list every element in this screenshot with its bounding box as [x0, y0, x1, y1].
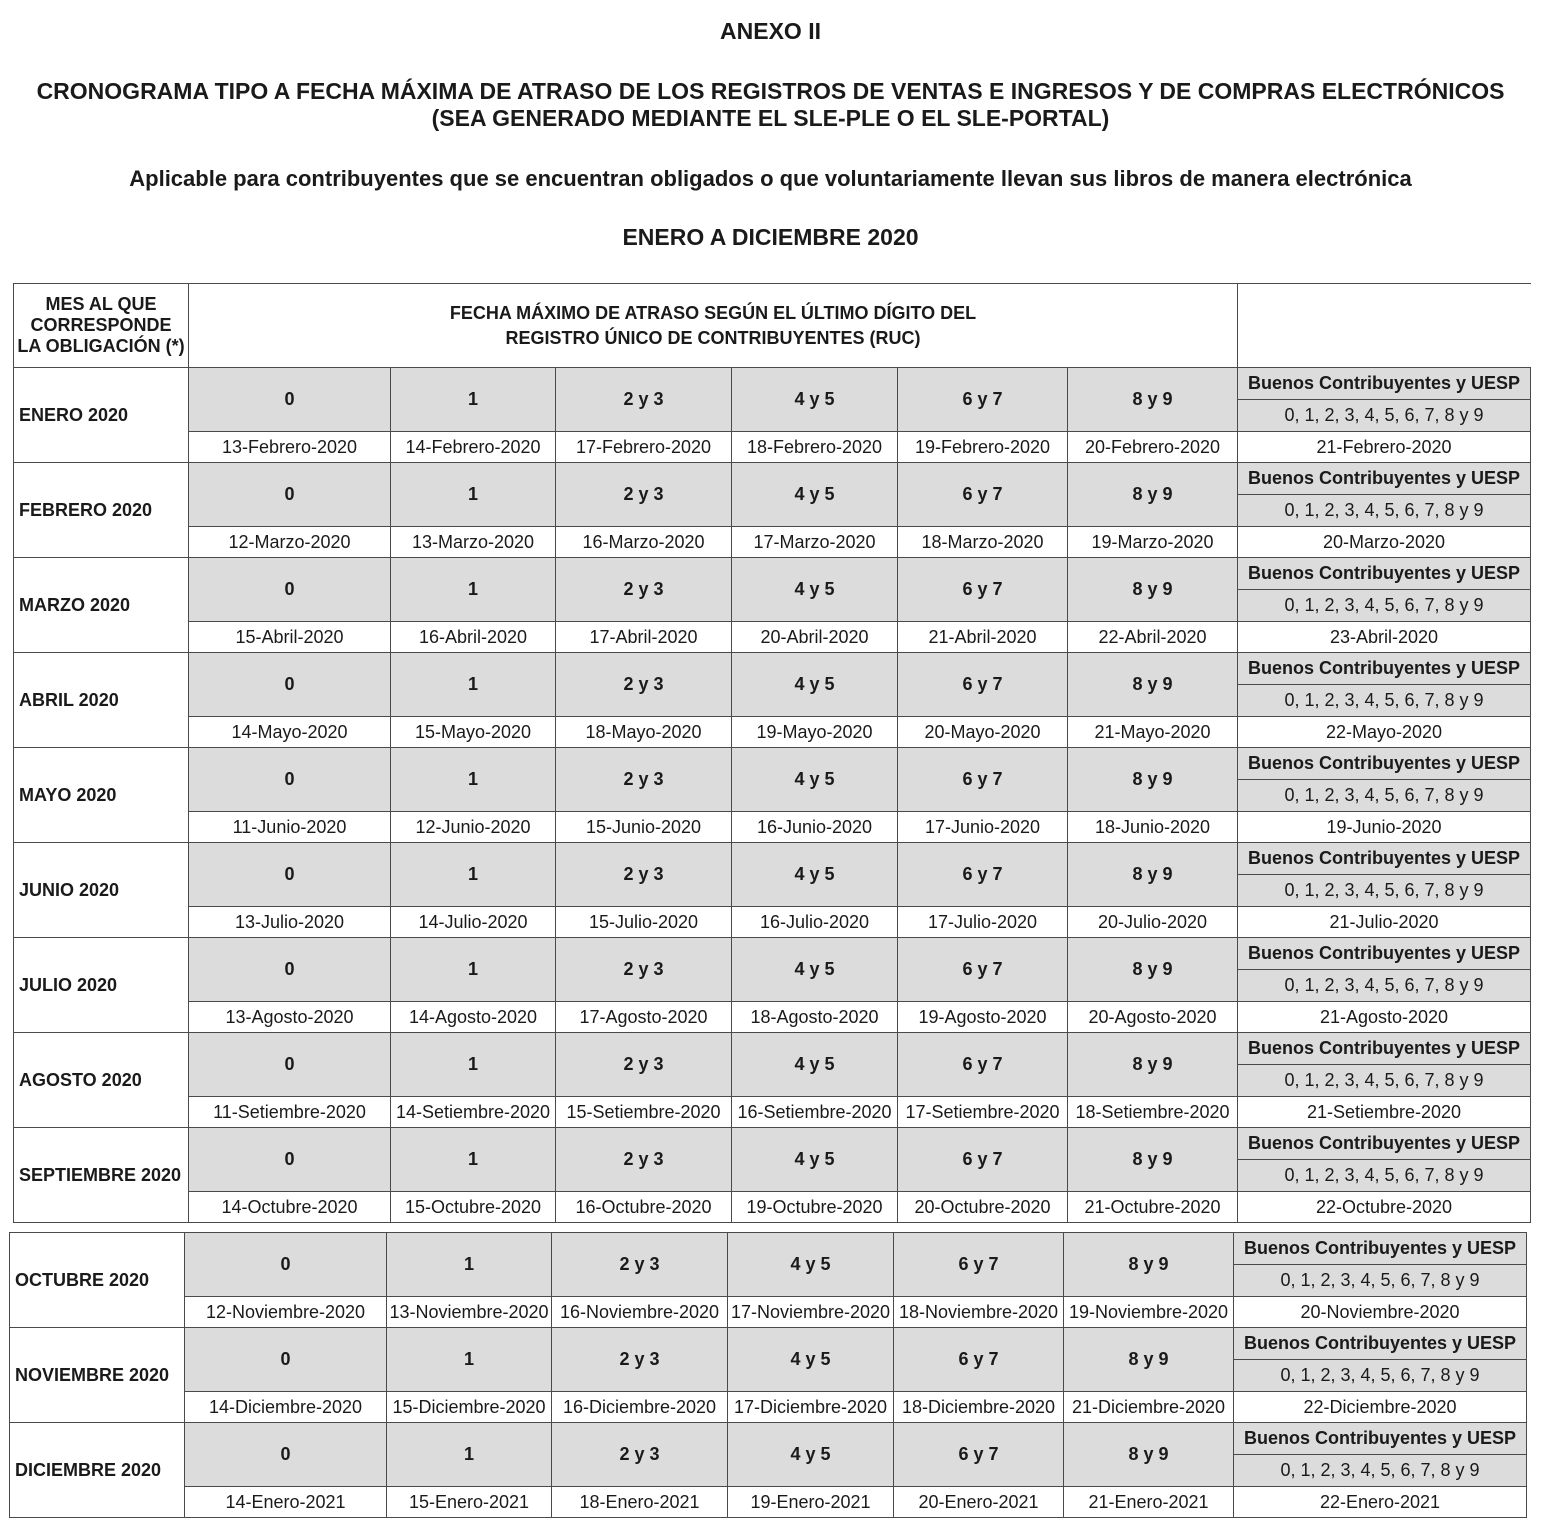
- deadline-date-cell: 21-Febrero-2020: [1238, 432, 1531, 463]
- buenos-contribuyentes-digits: 0, 1, 2, 3, 4, 5, 6, 7, 8 y 9: [1234, 1360, 1527, 1392]
- ruc-digit-cell: 0: [185, 1328, 387, 1392]
- month-cell: JULIO 2020: [14, 938, 189, 1033]
- month-cell: ENERO 2020: [14, 368, 189, 463]
- ruc-digit-cell: 6 y 7: [898, 1033, 1068, 1097]
- month-cell: MARZO 2020: [14, 558, 189, 653]
- ruc-digit-cell: 0: [189, 938, 391, 1002]
- deadline-date-cell: 15-Diciembre-2020: [387, 1392, 552, 1423]
- ruc-digit-cell: 8 y 9: [1068, 368, 1238, 432]
- ruc-digit-cell: 6 y 7: [898, 938, 1068, 1002]
- buenos-contribuyentes-digits: 0, 1, 2, 3, 4, 5, 6, 7, 8 y 9: [1234, 1455, 1527, 1487]
- deadline-date-cell: 16-Noviembre-2020: [552, 1297, 728, 1328]
- ruc-digit-cell: 6 y 7: [894, 1233, 1064, 1297]
- ruc-digit-cell: 4 y 5: [728, 1328, 894, 1392]
- deadline-date-cell: 20-Octubre-2020: [898, 1192, 1068, 1223]
- ruc-digit-cell: 2 y 3: [552, 1233, 728, 1297]
- deadline-date-cell: 14-Setiembre-2020: [391, 1097, 556, 1128]
- ruc-digit-cell: 4 y 5: [732, 368, 898, 432]
- table-row: [10, 1392, 1527, 1423]
- ruc-digit-cell: 6 y 7: [898, 748, 1068, 812]
- month-cell: DICIEMBRE 2020: [10, 1423, 185, 1518]
- deadline-date-cell: 21-Enero-2021: [1064, 1487, 1234, 1518]
- buenos-contribuyentes-digits: 0, 1, 2, 3, 4, 5, 6, 7, 8 y 9: [1238, 1160, 1531, 1192]
- deadline-date-cell: 19-Agosto-2020: [898, 1002, 1068, 1033]
- deadline-date-cell: 20-Enero-2021: [894, 1487, 1064, 1518]
- month-cell: OCTUBRE 2020: [10, 1233, 185, 1328]
- header-deadline-line: FECHA MÁXIMO DE ATRASO SEGÚN EL ÚLTIMO DÍGITO DEL: [449, 302, 977, 323]
- ruc-digit-cell: 0: [189, 558, 391, 622]
- month-cell: MAYO 2020: [14, 748, 189, 843]
- deadline-date-cell: 21-Mayo-2020: [1068, 717, 1238, 748]
- deadline-date-cell: 14-Agosto-2020: [391, 1002, 556, 1033]
- deadline-date-cell: 14-Octubre-2020: [189, 1192, 391, 1223]
- table-row: [14, 368, 1531, 400]
- ruc-digit-cell: 6 y 7: [894, 1328, 1064, 1392]
- deadline-date-cell: 16-Setiembre-2020: [732, 1097, 898, 1128]
- month-cell: FEBRERO 2020: [14, 463, 189, 558]
- ruc-digit-cell: 0: [185, 1233, 387, 1297]
- buenos-contribuyentes-label: Buenos Contribuyentes y UESP: [1238, 558, 1531, 590]
- deadline-date-cell: 21-Octubre-2020: [1068, 1192, 1238, 1223]
- deadline-date-cell: 15-Setiembre-2020: [556, 1097, 732, 1128]
- document-title-line-2: (SEA GENERADO MEDIANTE EL SLE-PLE O EL SLE-PORTAL): [431, 105, 1110, 131]
- deadline-date-cell: 21-Julio-2020: [1238, 907, 1531, 938]
- deadline-date-cell: 18-Agosto-2020: [732, 1002, 898, 1033]
- table-header-row: [14, 284, 1531, 368]
- deadline-date-cell: 15-Julio-2020: [556, 907, 732, 938]
- ruc-digit-cell: 2 y 3: [556, 1033, 732, 1097]
- table-row: [14, 907, 1531, 938]
- ruc-digit-cell: 8 y 9: [1064, 1423, 1234, 1487]
- ruc-digit-cell: 0: [189, 368, 391, 432]
- deadline-date-cell: 17-Abril-2020: [556, 622, 732, 653]
- deadline-date-cell: 13-Marzo-2020: [391, 527, 556, 558]
- deadline-date-cell: 16-Diciembre-2020: [552, 1392, 728, 1423]
- ruc-digit-cell: 2 y 3: [556, 938, 732, 1002]
- table-row: [10, 1297, 1527, 1328]
- buenos-contribuyentes-label: Buenos Contribuyentes y UESP: [1238, 843, 1531, 875]
- month-cell: JUNIO 2020: [14, 843, 189, 938]
- table-row: [14, 527, 1531, 558]
- ruc-digit-cell: 6 y 7: [898, 558, 1068, 622]
- deadline-date-cell: 20-Mayo-2020: [898, 717, 1068, 748]
- deadline-date-cell: 16-Marzo-2020: [556, 527, 732, 558]
- table-row: [10, 1423, 1527, 1455]
- ruc-digit-cell: 8 y 9: [1064, 1233, 1234, 1297]
- deadline-date-cell: 18-Mayo-2020: [556, 717, 732, 748]
- deadline-date-cell: 18-Diciembre-2020: [894, 1392, 1064, 1423]
- deadline-date-cell: 17-Setiembre-2020: [898, 1097, 1068, 1128]
- ruc-digit-cell: 1: [387, 1423, 552, 1487]
- header-month-column: [14, 284, 189, 368]
- ruc-digit-cell: 0: [189, 1033, 391, 1097]
- deadline-date-cell: 19-Noviembre-2020: [1064, 1297, 1234, 1328]
- deadline-date-cell: 18-Setiembre-2020: [1068, 1097, 1238, 1128]
- header-month-line: MES AL QUE: [45, 294, 157, 314]
- ruc-digit-cell: 1: [391, 1128, 556, 1192]
- ruc-digit-cell: 4 y 5: [732, 938, 898, 1002]
- deadline-date-cell: 22-Diciembre-2020: [1234, 1392, 1527, 1423]
- ruc-digit-cell: 1: [391, 558, 556, 622]
- deadline-date-cell: 22-Octubre-2020: [1238, 1192, 1531, 1223]
- deadline-date-cell: 15-Mayo-2020: [391, 717, 556, 748]
- ruc-digit-cell: 4 y 5: [728, 1423, 894, 1487]
- deadline-date-cell: 19-Marzo-2020: [1068, 527, 1238, 558]
- deadline-date-cell: 19-Enero-2021: [728, 1487, 894, 1518]
- buenos-contribuyentes-label: Buenos Contribuyentes y UESP: [1238, 1128, 1531, 1160]
- table-row: [14, 1002, 1531, 1033]
- ruc-digit-cell: 4 y 5: [728, 1233, 894, 1297]
- deadline-date-cell: 22-Enero-2021: [1234, 1487, 1527, 1518]
- buenos-contribuyentes-label: Buenos Contribuyentes y UESP: [1238, 368, 1531, 400]
- ruc-digit-cell: 4 y 5: [732, 748, 898, 812]
- ruc-digit-cell: 6 y 7: [898, 463, 1068, 527]
- ruc-digit-cell: 1: [391, 843, 556, 907]
- ruc-digit-cell: 6 y 7: [894, 1423, 1064, 1487]
- deadline-date-cell: 16-Abril-2020: [391, 622, 556, 653]
- ruc-digit-cell: 4 y 5: [732, 558, 898, 622]
- ruc-digit-cell: 0: [189, 1128, 391, 1192]
- deadline-date-cell: 21-Agosto-2020: [1238, 1002, 1531, 1033]
- header-deadline-line: REGISTRO ÚNICO DE CONTRIBUYENTES (RUC): [505, 327, 921, 348]
- ruc-digit-cell: 4 y 5: [732, 843, 898, 907]
- deadline-date-cell: 14-Mayo-2020: [189, 717, 391, 748]
- table-row: [14, 1192, 1531, 1223]
- table-row: [10, 1328, 1527, 1360]
- deadline-date-cell: 20-Abril-2020: [732, 622, 898, 653]
- deadline-date-cell: 15-Abril-2020: [189, 622, 391, 653]
- table-row: [14, 748, 1531, 780]
- deadline-date-cell: 15-Enero-2021: [387, 1487, 552, 1518]
- month-cell: NOVIEMBRE 2020: [10, 1328, 185, 1423]
- ruc-digit-cell: 8 y 9: [1068, 653, 1238, 717]
- deadline-date-cell: 21-Diciembre-2020: [1064, 1392, 1234, 1423]
- ruc-digit-cell: 0: [189, 653, 391, 717]
- deadline-date-cell: 17-Julio-2020: [898, 907, 1068, 938]
- ruc-digit-cell: 4 y 5: [732, 653, 898, 717]
- buenos-contribuyentes-digits: 0, 1, 2, 3, 4, 5, 6, 7, 8 y 9: [1238, 970, 1531, 1002]
- ruc-digit-cell: 2 y 3: [556, 368, 732, 432]
- ruc-digit-cell: 8 y 9: [1068, 748, 1238, 812]
- deadline-date-cell: 13-Agosto-2020: [189, 1002, 391, 1033]
- ruc-digit-cell: 2 y 3: [556, 1128, 732, 1192]
- ruc-digit-cell: 2 y 3: [556, 463, 732, 527]
- ruc-digit-cell: 8 y 9: [1068, 1128, 1238, 1192]
- deadline-date-cell: 18-Enero-2021: [552, 1487, 728, 1518]
- deadline-date-cell: 19-Junio-2020: [1238, 812, 1531, 843]
- ruc-digit-cell: 2 y 3: [552, 1423, 728, 1487]
- ruc-digit-cell: 0: [185, 1423, 387, 1487]
- deadline-date-cell: 19-Mayo-2020: [732, 717, 898, 748]
- ruc-digit-cell: 4 y 5: [732, 463, 898, 527]
- deadline-date-cell: 21-Setiembre-2020: [1238, 1097, 1531, 1128]
- ruc-digit-cell: 1: [387, 1233, 552, 1297]
- ruc-digit-cell: 6 y 7: [898, 653, 1068, 717]
- buenos-contribuyentes-label: Buenos Contribuyentes y UESP: [1238, 938, 1531, 970]
- ruc-digit-cell: 2 y 3: [556, 653, 732, 717]
- deadline-date-cell: 16-Junio-2020: [732, 812, 898, 843]
- ruc-digit-cell: 8 y 9: [1068, 1033, 1238, 1097]
- deadline-date-cell: 17-Agosto-2020: [556, 1002, 732, 1033]
- deadline-date-cell: 18-Marzo-2020: [898, 527, 1068, 558]
- buenos-contribuyentes-digits: 0, 1, 2, 3, 4, 5, 6, 7, 8 y 9: [1238, 590, 1531, 622]
- deadline-date-cell: 19-Octubre-2020: [732, 1192, 898, 1223]
- deadline-date-cell: 22-Mayo-2020: [1238, 717, 1531, 748]
- ruc-digit-cell: 2 y 3: [556, 558, 732, 622]
- deadline-date-cell: 15-Junio-2020: [556, 812, 732, 843]
- ruc-digit-cell: 6 y 7: [898, 368, 1068, 432]
- table-row: [14, 653, 1531, 685]
- deadline-date-cell: 17-Marzo-2020: [732, 527, 898, 558]
- ruc-digit-cell: 6 y 7: [898, 843, 1068, 907]
- deadline-date-cell: 14-Enero-2021: [185, 1487, 387, 1518]
- ruc-digit-cell: 1: [391, 748, 556, 812]
- table-row: [14, 432, 1531, 463]
- table-row: [14, 938, 1531, 970]
- buenos-contribuyentes-label: Buenos Contribuyentes y UESP: [1234, 1233, 1527, 1265]
- table-row: [14, 843, 1531, 875]
- buenos-contribuyentes-digits: 0, 1, 2, 3, 4, 5, 6, 7, 8 y 9: [1238, 1065, 1531, 1097]
- deadline-date-cell: 13-Julio-2020: [189, 907, 391, 938]
- header-deadline-column: [189, 284, 1238, 368]
- deadline-date-cell: 15-Octubre-2020: [391, 1192, 556, 1223]
- buenos-contribuyentes-digits: 0, 1, 2, 3, 4, 5, 6, 7, 8 y 9: [1238, 780, 1531, 812]
- deadline-date-cell: 20-Noviembre-2020: [1234, 1297, 1527, 1328]
- document-title: [0, 78, 1541, 132]
- ruc-digit-cell: 8 y 9: [1068, 558, 1238, 622]
- ruc-digit-cell: 1: [391, 653, 556, 717]
- table-row: [14, 1128, 1531, 1160]
- table-row: [14, 812, 1531, 843]
- deadline-date-cell: 14-Febrero-2020: [391, 432, 556, 463]
- ruc-digit-cell: 8 y 9: [1064, 1328, 1234, 1392]
- deadline-date-cell: 17-Febrero-2020: [556, 432, 732, 463]
- header-empty-cell: [1238, 284, 1531, 368]
- month-cell: SEPTIEMBRE 2020: [14, 1128, 189, 1223]
- ruc-digit-cell: 1: [391, 368, 556, 432]
- buenos-contribuyentes-label: Buenos Contribuyentes y UESP: [1234, 1328, 1527, 1360]
- deadline-date-cell: 16-Julio-2020: [732, 907, 898, 938]
- deadline-date-cell: 14-Julio-2020: [391, 907, 556, 938]
- deadline-date-cell: 12-Marzo-2020: [189, 527, 391, 558]
- ruc-digit-cell: 4 y 5: [732, 1128, 898, 1192]
- month-cell: ABRIL 2020: [14, 653, 189, 748]
- ruc-digit-cell: 4 y 5: [732, 1033, 898, 1097]
- deadline-date-cell: 11-Setiembre-2020: [189, 1097, 391, 1128]
- ruc-digit-cell: 1: [391, 938, 556, 1002]
- ruc-digit-cell: 1: [387, 1328, 552, 1392]
- deadline-date-cell: 17-Junio-2020: [898, 812, 1068, 843]
- deadline-date-cell: 20-Febrero-2020: [1068, 432, 1238, 463]
- deadline-date-cell: 21-Abril-2020: [898, 622, 1068, 653]
- ruc-digit-cell: 2 y 3: [552, 1328, 728, 1392]
- ruc-digit-cell: 6 y 7: [898, 1128, 1068, 1192]
- deadline-date-cell: 20-Marzo-2020: [1238, 527, 1531, 558]
- ruc-digit-cell: 0: [189, 748, 391, 812]
- buenos-contribuyentes-digits: 0, 1, 2, 3, 4, 5, 6, 7, 8 y 9: [1238, 685, 1531, 717]
- buenos-contribuyentes-label: Buenos Contribuyentes y UESP: [1238, 1033, 1531, 1065]
- document-title-line-1: CRONOGRAMA TIPO A FECHA MÁXIMA DE ATRASO DE LOS REGISTROS DE VENTAS E INGRESOS Y DE COMPRAS ELECTRÓNICOS: [36, 78, 1505, 104]
- deadline-date-cell: 20-Agosto-2020: [1068, 1002, 1238, 1033]
- buenos-contribuyentes-label: Buenos Contribuyentes y UESP: [1238, 653, 1531, 685]
- ruc-digit-cell: 2 y 3: [556, 748, 732, 812]
- period-title: ENERO A DICIEMBRE 2020: [622, 224, 919, 250]
- ruc-digit-cell: 0: [189, 463, 391, 527]
- ruc-digit-cell: 8 y 9: [1068, 463, 1238, 527]
- table-row: [14, 558, 1531, 590]
- deadline-date-cell: 22-Abril-2020: [1068, 622, 1238, 653]
- ruc-digit-cell: 1: [391, 463, 556, 527]
- deadline-date-cell: 16-Octubre-2020: [556, 1192, 732, 1223]
- deadline-date-cell: 18-Junio-2020: [1068, 812, 1238, 843]
- schedule-table-part-1: [13, 283, 1531, 1223]
- table-row: [14, 463, 1531, 495]
- buenos-contribuyentes-digits: 0, 1, 2, 3, 4, 5, 6, 7, 8 y 9: [1238, 400, 1531, 432]
- table-row: [10, 1233, 1527, 1265]
- buenos-contribuyentes-label: Buenos Contribuyentes y UESP: [1238, 463, 1531, 495]
- deadline-date-cell: 20-Julio-2020: [1068, 907, 1238, 938]
- deadline-date-cell: 14-Diciembre-2020: [185, 1392, 387, 1423]
- ruc-digit-cell: 8 y 9: [1068, 843, 1238, 907]
- table-row: [14, 622, 1531, 653]
- deadline-date-cell: 13-Febrero-2020: [189, 432, 391, 463]
- buenos-contribuyentes-digits: 0, 1, 2, 3, 4, 5, 6, 7, 8 y 9: [1238, 875, 1531, 907]
- ruc-digit-cell: 1: [391, 1033, 556, 1097]
- buenos-contribuyentes-label: Buenos Contribuyentes y UESP: [1234, 1423, 1527, 1455]
- annex-label: ANEXO II: [720, 18, 821, 44]
- ruc-digit-cell: 8 y 9: [1068, 938, 1238, 1002]
- header-month-line: CORRESPONDE: [30, 315, 172, 335]
- table-row: [14, 1033, 1531, 1065]
- deadline-date-cell: 17-Diciembre-2020: [728, 1392, 894, 1423]
- buenos-contribuyentes-label: Buenos Contribuyentes y UESP: [1238, 748, 1531, 780]
- deadline-date-cell: 13-Noviembre-2020: [387, 1297, 552, 1328]
- deadline-date-cell: 17-Noviembre-2020: [728, 1297, 894, 1328]
- table-row: [10, 1487, 1527, 1518]
- ruc-digit-cell: 0: [189, 843, 391, 907]
- deadline-date-cell: 18-Noviembre-2020: [894, 1297, 1064, 1328]
- buenos-contribuyentes-digits: 0, 1, 2, 3, 4, 5, 6, 7, 8 y 9: [1234, 1265, 1527, 1297]
- deadline-date-cell: 12-Junio-2020: [391, 812, 556, 843]
- header-month-line: LA OBLIGACIÓN (*): [17, 336, 185, 356]
- deadline-date-cell: 12-Noviembre-2020: [185, 1297, 387, 1328]
- document-subtitle: Aplicable para contribuyentes que se encuentran obligados o que voluntariamente llevan sus libros de manera electrónica: [129, 166, 1412, 191]
- table-row: [14, 1097, 1531, 1128]
- deadline-date-cell: 23-Abril-2020: [1238, 622, 1531, 653]
- deadline-date-cell: 18-Febrero-2020: [732, 432, 898, 463]
- buenos-contribuyentes-digits: 0, 1, 2, 3, 4, 5, 6, 7, 8 y 9: [1238, 495, 1531, 527]
- ruc-digit-cell: 2 y 3: [556, 843, 732, 907]
- schedule-table-part-2: [9, 1232, 1527, 1518]
- month-cell: AGOSTO 2020: [14, 1033, 189, 1128]
- table-row: [14, 717, 1531, 748]
- deadline-date-cell: 11-Junio-2020: [189, 812, 391, 843]
- deadline-date-cell: 19-Febrero-2020: [898, 432, 1068, 463]
